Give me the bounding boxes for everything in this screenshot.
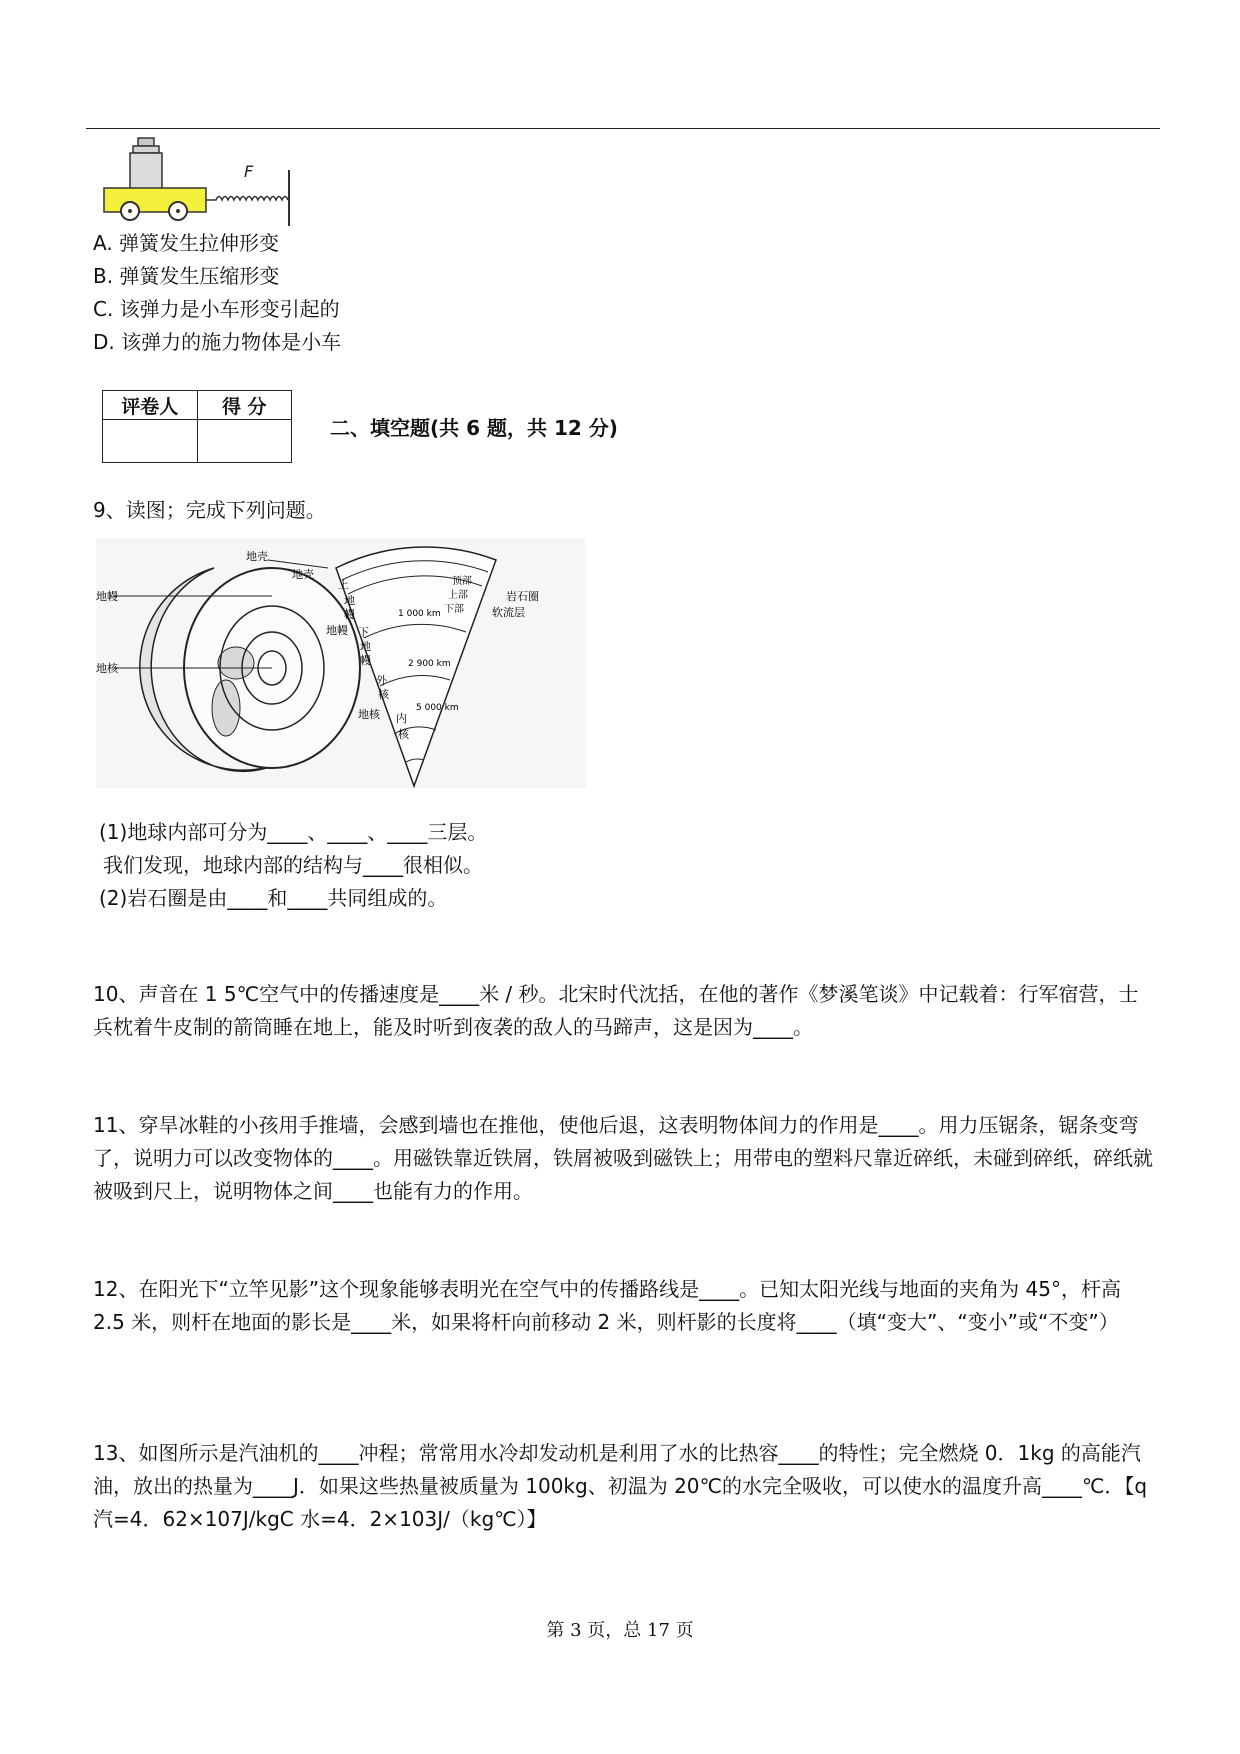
weight-body <box>130 153 162 189</box>
wedge-inner-core-label: 核 <box>398 728 409 741</box>
score-table <box>102 390 292 463</box>
score-table-score-header: 得 分 <box>197 391 292 420</box>
question-12: 12、在阳光下“立竿见影”这个现象能够表明光在空气中的传播路线是____。已知太阳光线与地面的夹角为 45°，杆高 2.5 米，则杆在地面的影长是____米，如果将杆向前移动 2 米，则杆影的长度将____（填“变大”、“变小”或“不变”） <box>93 1277 1121 1334</box>
wedge-inner-label: 内 <box>396 712 407 725</box>
wedge-mantle-1: 地 <box>344 594 355 607</box>
wedge-core-vertical: 地核 <box>358 708 380 721</box>
cart-spring-figure <box>92 130 312 230</box>
crust-lower-label: 下部 <box>444 604 464 615</box>
header-rule <box>86 128 1160 129</box>
score-table-grader-cell <box>103 420 198 463</box>
question-11: 11、穿旱冰鞋的小孩用手推墙，会感到墙也在推他，使他后退，这表明物体间力的作用是____。用力压锯条，锯条变弯了，说明力可以改变物体的____。用磁铁靠近铁屑，铁屑被吸到磁铁上；用带电的塑料尺靠近碎纸，未碰到碎纸，碎纸就被吸到尺上，说明物体之间____也能有力的作用。 <box>93 1113 1153 1203</box>
asthenosphere-label: 软流层 <box>492 606 525 619</box>
lithosphere-label: 岩石圈 <box>506 590 539 603</box>
wedge-mantle-2: 幔 <box>344 608 355 621</box>
q9-sub1b: 我们发现，地球内部的结构与____很相似。 <box>103 853 483 877</box>
option-b: B. 弹簧发生压缩形变 <box>93 264 280 288</box>
wedge-lower-label: 下 <box>358 626 369 639</box>
option-c: C. 该弹力是小车形变引起的 <box>93 297 340 321</box>
globe-mantle-label: 地幔 <box>96 590 118 603</box>
weight-top <box>138 138 154 146</box>
spring <box>206 197 288 201</box>
earth-structure-figure <box>96 538 596 808</box>
depth-2900: 2 900 km <box>408 659 451 669</box>
option-a: A. 弹簧发生拉伸形变 <box>93 231 280 255</box>
score-table-score-cell <box>197 420 292 463</box>
q9-sub1: (1)地球内部可分为____、____、____三层。 <box>99 820 488 844</box>
force-label: F <box>244 162 254 181</box>
question-10: 10、声音在 1 5℃空气中的传播速度是____米 / 秒。北宋时代沈括，在他的著作《梦溪笔谈》中记载着：行军宿营，士兵枕着牛皮制的箭筒睡在地上，能及时听到夜袭的敌人的马蹄声，这是因为____。 <box>93 982 1139 1039</box>
section-title: 二、填空题(共 6 题，共 12 分) <box>330 416 618 440</box>
globe-core-label: 地核 <box>96 662 118 675</box>
wedge-outer-label: 外 <box>376 674 387 687</box>
page-footer: 第 3 页，总 17 页 <box>546 1620 694 1641</box>
wedge-crust-label: 地壳 <box>292 568 314 581</box>
wedge-upper-label: 上 <box>338 578 349 591</box>
q9-title: 9、读图；完成下列问题。 <box>93 498 326 522</box>
wedge-mantle-vertical: 地幔 <box>326 624 348 637</box>
option-d: D. 该弹力的施力物体是小车 <box>93 330 342 354</box>
weight-neck <box>133 146 159 153</box>
wedge-outer-core-label: 核 <box>378 688 389 701</box>
question-13: 13、如图所示是汽油机的____冲程；常常用水冷却发动机是利用了水的比热容____的特性；完全燃烧 0．1kg 的高能汽油，放出的热量为____J．如果这些热量被质量为 100kg、初温为 20℃的水完全吸收，可以使水的温度升高____℃．【q 汽=4．62×107J/kgC 水=4．2×103J/（kg℃）】 <box>93 1441 1148 1531</box>
q9-sub2: (2)岩石圈是由____和____共同组成的。 <box>99 886 448 910</box>
wedge-lower-mantle-1: 地 <box>360 640 371 653</box>
depth-5000: 5 000 km <box>416 703 459 713</box>
depth-1000: 1 000 km <box>398 609 441 619</box>
crust-upper-label: 上部 <box>448 590 468 601</box>
wedge-lower-mantle-2: 幔 <box>360 654 371 667</box>
globe-crust-label: 地壳 <box>246 550 268 563</box>
score-table-grader-header: 评卷人 <box>103 391 198 420</box>
cart-body <box>104 188 206 212</box>
crust-top-label: 顶部 <box>452 576 472 587</box>
